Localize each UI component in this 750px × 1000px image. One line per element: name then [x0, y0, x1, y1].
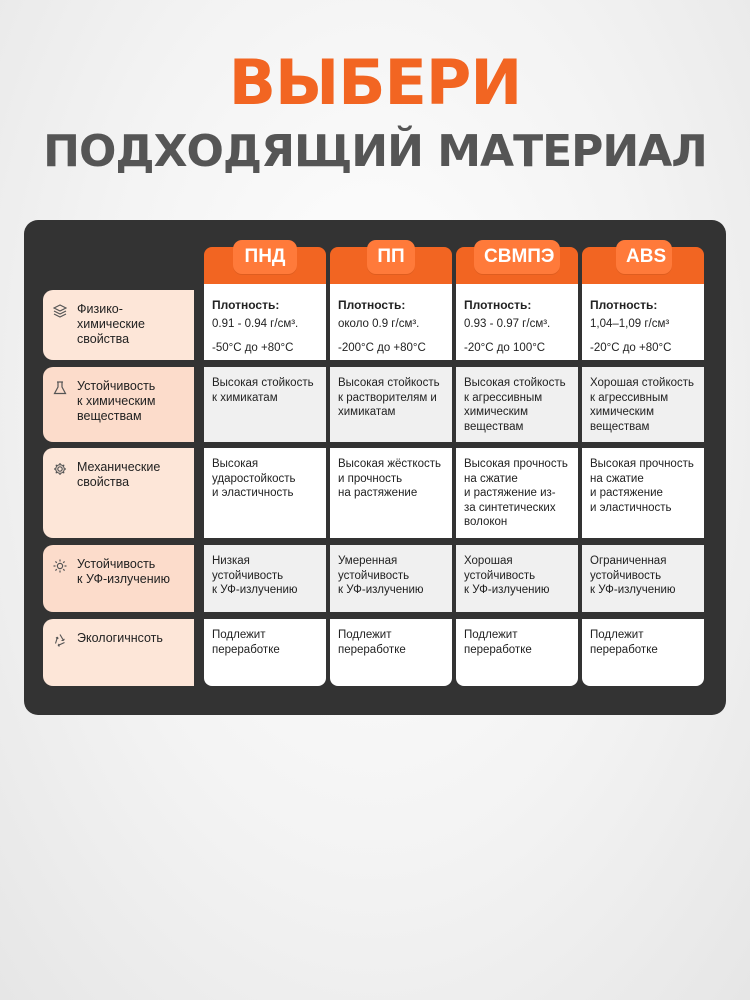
cell-svmpe-mechanical: Высокая прочность на сжатие и растяжение из- за синтетических волокон — [456, 448, 578, 538]
cell-abs-physico: Плотность: 1,04–1,09 г/см³ -20°C до +80°C — [582, 284, 704, 360]
cell-pp-physico: Плотность: около 0.9 г/см³. -200°C до +80°C — [330, 284, 452, 360]
cell-abs-ecology: Подлежит переработке — [582, 619, 704, 686]
row-label-physico-chemical: Физико- химические свойства — [43, 290, 194, 360]
cell-svmpe-ecology: Подлежит переработке — [456, 619, 578, 686]
cell-svmpe-chemical: Высокая стойкость к агрессивным химическим веществам — [456, 367, 578, 442]
page-title: ВЫБЕРИ — [228, 46, 522, 119]
cell-pp-ecology: Подлежит переработке — [330, 619, 452, 686]
cell-abs-mechanical: Высокая прочность на сжатие и растяжение и эластичность — [582, 448, 704, 538]
cell-pp-mechanical: Высокая жёсткость и прочность на растяжение — [330, 448, 452, 538]
row-label-chemical-resistance: Устойчивость к химическим веществам — [43, 367, 194, 442]
flask-icon — [53, 381, 67, 395]
cell-abs-uv: Ограниченная устойчивость к УФ-излучению — [582, 545, 704, 612]
gear-icon — [53, 462, 67, 476]
cell-svmpe-physico: Плотность: 0.93 - 0.97 г/см³. -20°C до 100°C — [456, 284, 578, 360]
sun-icon — [53, 559, 67, 573]
cell-pnd-chemical: Высокая стойкость к химикатам — [204, 367, 326, 442]
row-label-uv-resistance: Устойчивость к УФ-излучению — [43, 545, 194, 612]
cell-abs-chemical: Хорошая стойкость к агрессивным химическим веществам — [582, 367, 704, 442]
cell-pnd-mechanical: Высокая ударостойкость и эластичность — [204, 448, 326, 538]
page-subtitle: ПОДХОДЯЩИЙ МАТЕРИАЛ — [43, 126, 707, 177]
row-label-ecology: Экологичнсоть — [43, 619, 194, 686]
cell-pnd-ecology: Подлежит переработке — [204, 619, 326, 686]
cell-svmpe-uv: Хорошая устойчивость к УФ-излучению — [456, 545, 578, 612]
material-header-svmpe: СВМПЭ — [474, 240, 560, 274]
material-header-pnd: ПНД — [233, 240, 297, 274]
material-header-pp: ПП — [367, 240, 415, 274]
recycle-icon — [53, 633, 67, 647]
cell-pnd-physico: Плотность: 0.91 - 0.94 г/см³. -50°C до +80°C — [204, 284, 326, 360]
cell-pp-chemical: Высокая стойкость к растворителям и химикатам — [330, 367, 452, 442]
row-label-mechanical: Механические свойства — [43, 448, 194, 538]
cell-pp-uv: Умеренная устойчивость к УФ-излучению — [330, 545, 452, 612]
material-header-abs: ABS — [616, 240, 672, 274]
cell-pnd-uv: Низкая устойчивость к УФ-излучению — [204, 545, 326, 612]
layers-icon — [53, 304, 67, 318]
